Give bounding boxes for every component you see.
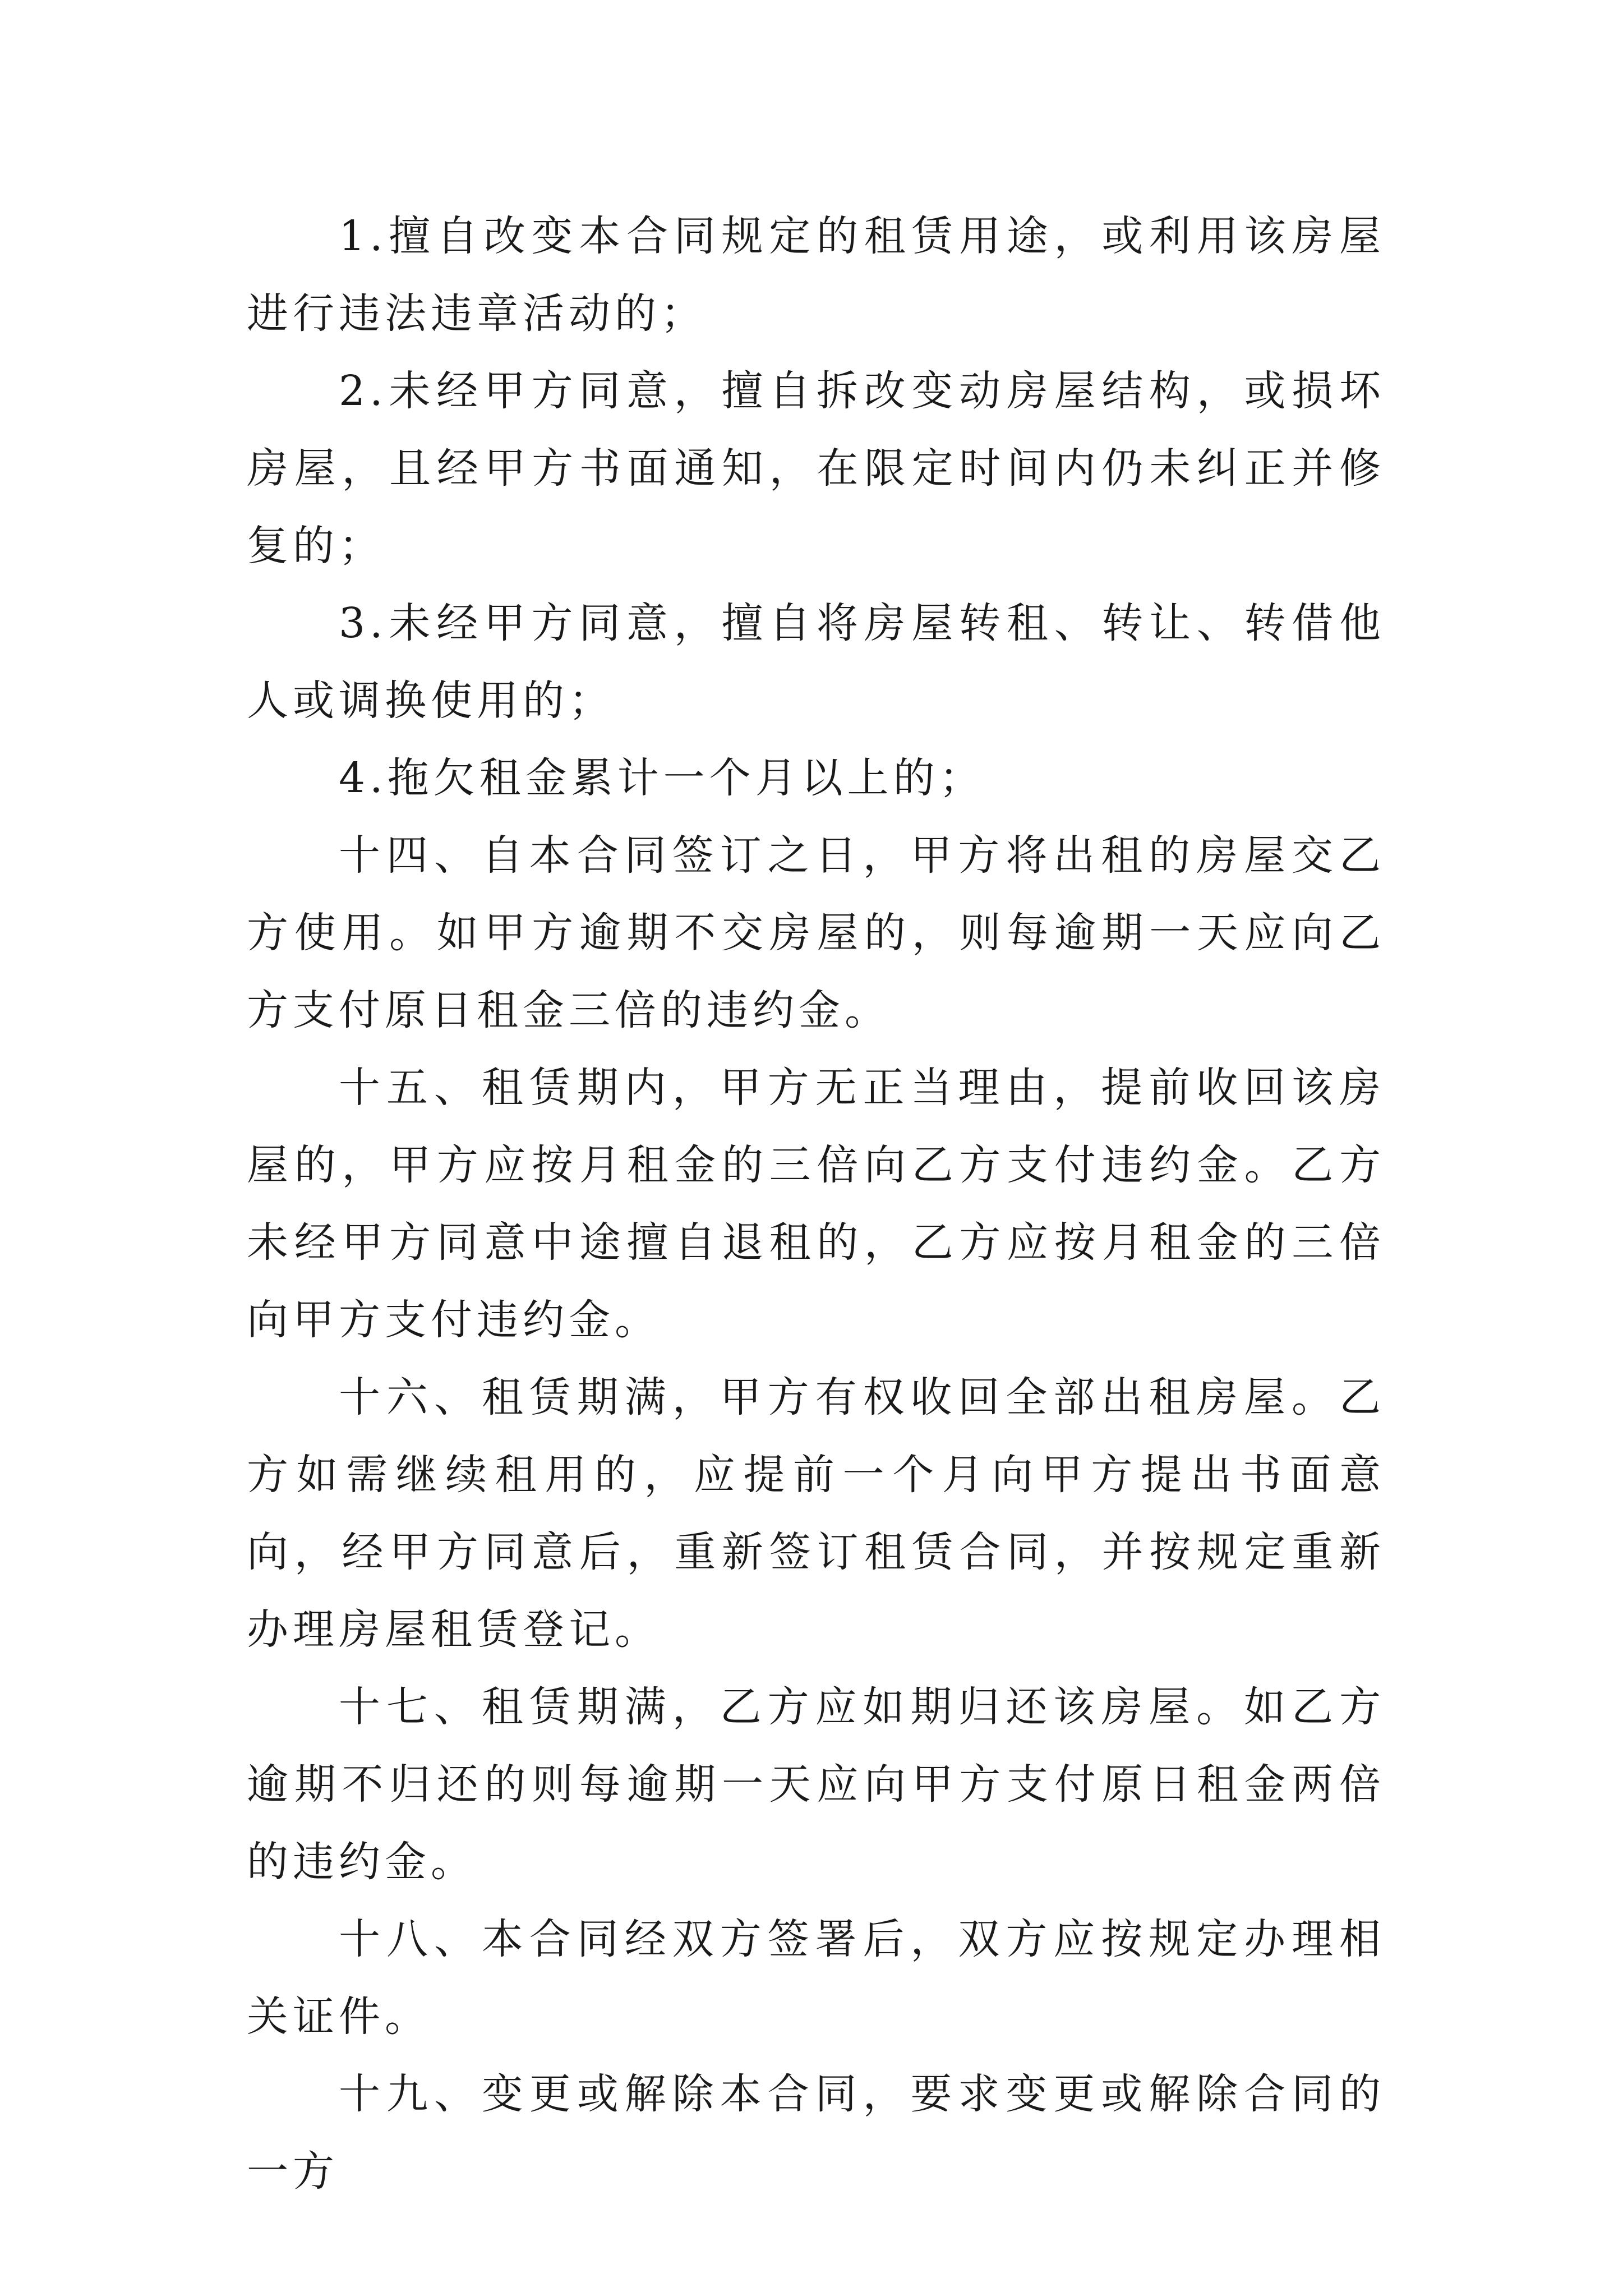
clause-15-paragraph: 十五、租赁期内，甲方无正当理由，提前收回该房屋的，甲方应按月租金的三倍向乙方支付违约金。乙方未经甲方同意中途擅自退租的，乙方应按月租金的三倍向甲方支付违约金。 <box>247 1064 1385 1344</box>
clause-14-paragraph: 十四、自本合同签订之日，甲方将出租的房屋交乙方使用。如甲方逾期不交房屋的，则每逾期一天应向乙方支付原日租金三倍的违约金。 <box>247 831 1385 1034</box>
clause-19-paragraph: 十九、变更或解除本合同，要求变更或解除合同的一方 <box>247 2070 1385 2196</box>
clause-paragraph-3: 3.未经甲方同意，擅自将房屋转租、转让、转借他人或调换使用的； <box>247 599 1385 725</box>
document-body <box>247 197 1385 2210</box>
clause-18-paragraph: 十八、本合同经双方签署后，双方应按规定办理相关证件。 <box>247 1915 1385 2041</box>
clause-paragraph-1: 1.擅自改变本合同规定的租赁用途，或利用该房屋进行违法违章活动的； <box>247 212 1385 338</box>
clause-17-paragraph: 十七、租赁期满，乙方应如期归还该房屋。如乙方逾期不归还的则每逾期一天应向甲方支付原日租金两倍的违约金。 <box>247 1683 1385 1886</box>
clause-paragraph-2: 2.未经甲方同意，擅自拆改变动房屋结构，或损坏房屋，且经甲方书面通知，在限定时间内仍未纠正并修复的； <box>247 367 1385 570</box>
clause-16-paragraph: 十六、租赁期满，甲方有权收回全部出租房屋。乙方如需继续租用的，应提前一个月向甲方提出书面意向，经甲方同意后，重新签订租赁合同，并按规定重新办理房屋租赁登记。 <box>247 1373 1385 1654</box>
clause-paragraph-4: 4.拖欠租金累计一个月以上的； <box>339 754 985 802</box>
